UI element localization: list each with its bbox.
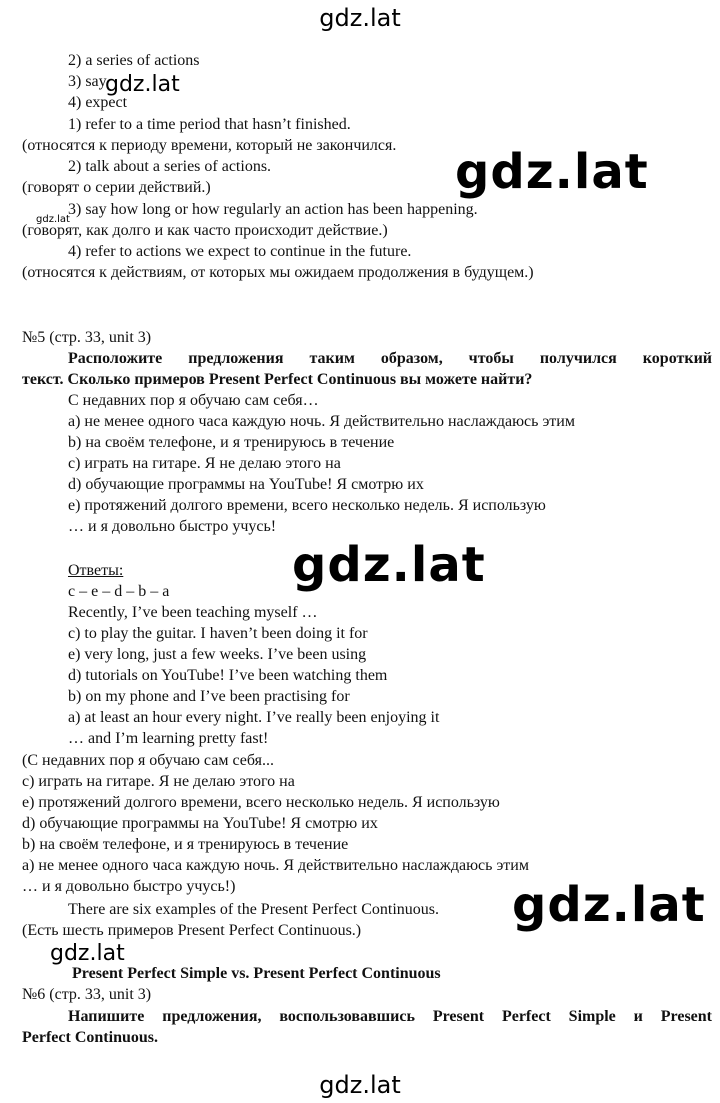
translation-line: a) не менее одного часа каждую ночь. Я действительно наслаждаюсь этим [22, 857, 529, 874]
text-line: (относятся к периоду времени, который не закончился. [22, 137, 397, 154]
watermark-overlay-small: gdz.lat [105, 72, 180, 97]
watermark-mid-left: gdz.lat [50, 941, 125, 966]
text-line: (относятся к действиям, от которых мы ожидаем продолжения в будущем.) [22, 264, 534, 281]
text-line: 2) a series of actions [68, 52, 200, 69]
answer-line: e) very long, just a few weeks. I’ve been using [68, 646, 367, 663]
list-item: a) не менее одного часа каждую ночь. Я действительно наслаждаюсь этим [68, 413, 575, 430]
task-instruction: Напишите предложения, воспользовавшись Present Perfect Simple и Present [68, 1008, 712, 1025]
watermark-large: gdz.lat [292, 537, 486, 593]
answer-line: … and I’m learning pretty fast! [68, 730, 269, 747]
list-item: … и я довольно быстро учусь! [68, 518, 277, 535]
answers-label: Ответы: [68, 562, 124, 579]
translation-line: d) обучающие программы на YouTube! Я смотрю их [22, 815, 378, 832]
answer-line: b) on my phone and I’ve been practising for [68, 688, 350, 705]
list-item: d) обучающие программы на YouTube! Я смотрю их [68, 476, 424, 493]
text-line: 4) expect [68, 94, 128, 111]
answer-line: a) at least an hour every night. I’ve really been enjoying it [68, 709, 440, 726]
text-line: (говорят о серии действий.) [22, 179, 211, 196]
section-heading: Present Perfect Simple vs. Present Perfect Continuous [72, 965, 441, 982]
task-number: №5 (стр. 33, unit 3) [22, 329, 152, 346]
answer-sequence: c – e – d – b – a [68, 583, 170, 600]
text-line: 4) refer to actions we expect to continue in the future. [68, 243, 412, 260]
answer-line: c) to play the guitar. I haven’t been doing it for [68, 625, 368, 642]
translation-line: b) на своём телефоне, и я тренируюсь в течение [22, 836, 349, 853]
task-number: №6 (стр. 33, unit 3) [22, 986, 152, 1003]
conclusion-translation: (Есть шесть примеров Present Perfect Continuous.) [22, 922, 362, 939]
watermark-top: gdz.lat [319, 4, 401, 32]
answer-line: Recently, I’ve been teaching myself … [68, 604, 318, 621]
list-item: С недавних пор я обучаю сам себя… [68, 392, 319, 409]
watermark-large: gdz.lat [455, 144, 649, 200]
conclusion-text: There are six examples of the Present Perfect Continuous. [68, 901, 439, 918]
text-line: (говорят, как долго и как часто происходит действие.) [22, 222, 388, 239]
list-item: e) протяжений долгого времени, всего несколько недель. Я использую [68, 497, 546, 514]
task-instruction: Расположите предложения таким образом, чтобы получился короткий [68, 350, 712, 367]
watermark-bottom: gdz.lat [319, 1071, 401, 1099]
translation-line: c) играть на гитаре. Я не делаю этого на [22, 773, 295, 790]
text-line: 3) say [68, 73, 107, 90]
list-item: c) играть на гитаре. Я не делаю этого на [68, 455, 341, 472]
text-line: 3) say how long or how regularly an action has been happening. [68, 201, 478, 218]
task-instruction: текст. Сколько примеров Present Perfect Continuous вы можете найти? [22, 371, 533, 388]
watermark-large: gdz.lat [512, 877, 706, 933]
text-line: 1) refer to a time period that hasn’t finished. [68, 116, 351, 133]
watermark-tiny: gdz.lat [36, 214, 70, 225]
text-line: 2) talk about a series of actions. [68, 158, 272, 175]
translation-line: (С недавних пор я обучаю сам себя... [22, 752, 274, 769]
list-item: b) на своём телефоне, и я тренируюсь в течение [68, 434, 395, 451]
translation-line: … и я довольно быстро учусь!) [22, 878, 236, 895]
translation-line: e) протяжений долгого времени, всего несколько недель. Я использую [22, 794, 500, 811]
task-instruction: Perfect Continuous. [22, 1029, 158, 1046]
answer-line: d) tutorials on YouTube! I’ve been watching them [68, 667, 388, 684]
